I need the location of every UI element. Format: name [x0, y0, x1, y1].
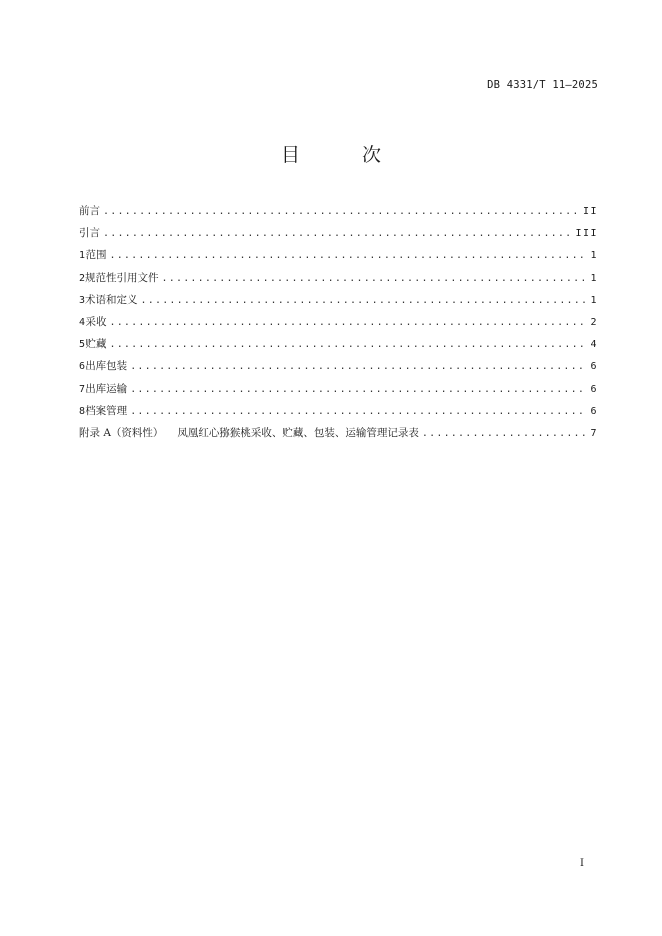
- toc-leader-dots: [109, 334, 587, 356]
- toc-entry-page: 6: [590, 361, 598, 373]
- toc-entry-number: 4: [79, 316, 86, 328]
- toc-entry-label: 贮藏: [85, 338, 107, 351]
- toc-entry-page: 6: [590, 405, 598, 417]
- toc-entry-normative-references[interactable]: [79, 267, 598, 289]
- toc-entry-label: 规范性引用文件: [85, 271, 159, 284]
- page-number: I: [580, 858, 584, 869]
- toc-entry-page: 1: [590, 294, 598, 306]
- toc-leader-dots: [162, 268, 588, 290]
- toc-leader-dots: [130, 401, 587, 423]
- toc-entry-number: 1: [79, 250, 86, 262]
- toc-entry-introduction[interactable]: [79, 222, 598, 244]
- toc-entry-page: 1: [590, 272, 598, 284]
- toc-entry-page: 4: [590, 339, 598, 351]
- toc-entry-number: 2: [79, 272, 86, 284]
- toc-entry-number: 3: [79, 294, 86, 306]
- toc-entry-page: 2: [590, 316, 598, 328]
- toc-leader-dots: [103, 201, 580, 223]
- toc-entry-label: 档案管理: [85, 404, 128, 417]
- table-of-contents: [79, 200, 598, 444]
- toc-entry-annex-a[interactable]: [79, 422, 598, 444]
- toc-entry-outbound-packaging[interactable]: [79, 355, 598, 377]
- toc-entry-number: 6: [79, 361, 86, 373]
- toc-entry-foreword[interactable]: [79, 200, 598, 222]
- toc-entry-page: III: [575, 228, 598, 240]
- toc-entry-label: 出库运输: [85, 382, 128, 395]
- toc-entry-page: 6: [590, 383, 598, 395]
- toc-entry-outbound-transport[interactable]: [79, 378, 598, 400]
- toc-entry-number: 8: [79, 405, 86, 417]
- toc-entry-number: 7: [79, 383, 86, 395]
- toc-leader-dots: [130, 356, 587, 378]
- toc-leader-dots: [103, 223, 572, 245]
- toc-entry-label: 术语和定义: [85, 293, 138, 306]
- toc-entry-records-management[interactable]: [79, 400, 598, 422]
- toc-entry-scope[interactable]: [79, 244, 598, 266]
- toc-entry-page: II: [582, 206, 598, 217]
- toc-entry-terms-definitions[interactable]: [79, 289, 598, 311]
- toc-entry-label: 凤凰红心猕猴桃采收、贮藏、包装、运输管理记录表: [177, 426, 419, 439]
- toc-entry-page: 7: [590, 427, 598, 439]
- toc-leader-dots: [422, 423, 588, 445]
- toc-leader-dots: [141, 290, 588, 312]
- toc-entry-storage[interactable]: [79, 333, 598, 355]
- toc-annex-tag: 附录 A（资料性）: [79, 426, 164, 439]
- toc-entry-harvesting[interactable]: [79, 311, 598, 333]
- toc-entry-label: 范围: [85, 249, 107, 262]
- toc-entry-number: 5: [79, 339, 86, 351]
- toc-entry-label: 出库包装: [85, 360, 128, 373]
- toc-entry-label: 引言: [79, 227, 100, 240]
- toc-title: 目 次: [280, 144, 410, 166]
- toc-entry-label: 前言: [79, 205, 100, 217]
- toc-leader-dots: [130, 379, 587, 401]
- toc-leader-dots: [109, 245, 587, 267]
- document-code: DB 4331/T 11—2025: [487, 79, 598, 91]
- toc-entry-label: 采收: [85, 315, 107, 328]
- toc-entry-page: 1: [590, 250, 598, 262]
- toc-leader-dots: [109, 312, 587, 334]
